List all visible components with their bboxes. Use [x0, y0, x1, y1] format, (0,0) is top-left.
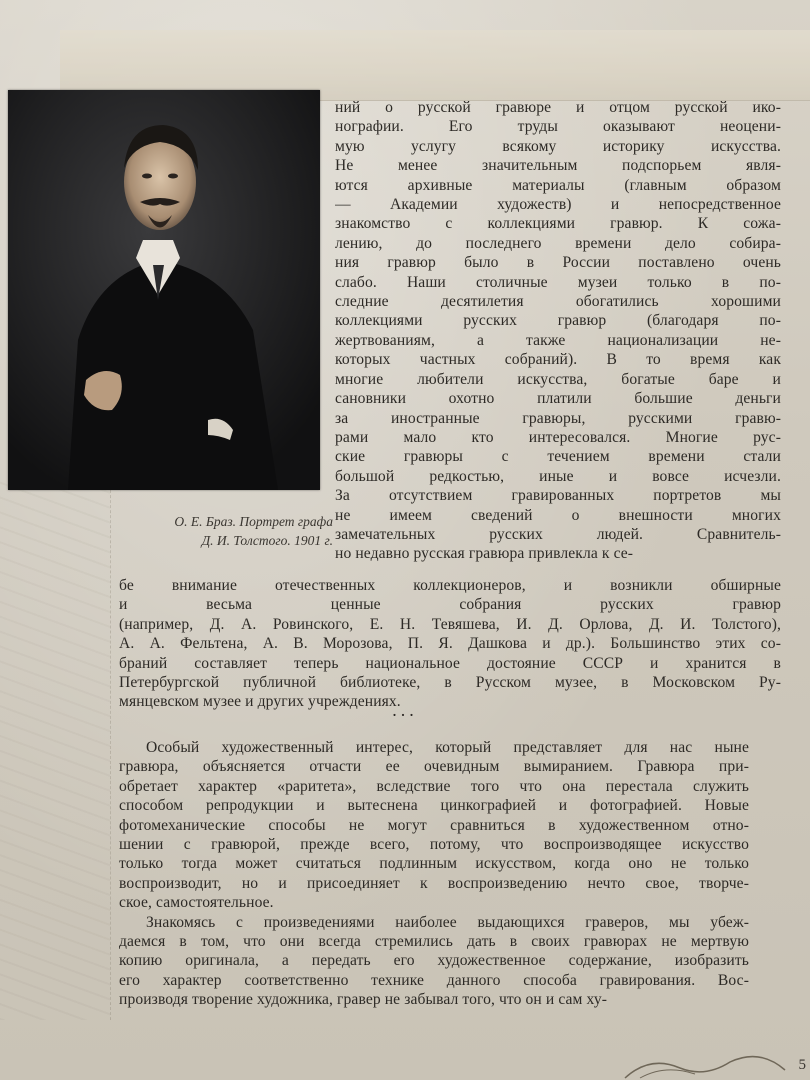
caption-line-2: Д. И. Толстого. 1901 г. [201, 533, 333, 548]
text-line: гравюра, объясняется отчасти ее очевидным вымиранием. Гравюра при- [119, 758, 749, 776]
text-line: За отсутствием гравированных портретов мы [335, 487, 781, 505]
paragraph-3 [119, 913, 749, 1010]
text-line: но недавно русская гравюра привлекла к се- [335, 545, 634, 563]
page-number: 5 [798, 1057, 806, 1073]
text-line: способом репродукции и вытеснена цинкографией и фотографией. Новые [119, 797, 749, 815]
section-separator: ... [392, 700, 418, 720]
text-line: фотомеханические способы не могут сравниться в художественном отно- [119, 816, 749, 834]
text-line: рами мало кто интересовался. Многие рус- [335, 428, 781, 446]
text-line: ний о русской гравюре и отцом русской ико- [335, 99, 781, 116]
text-line: не имеем сведений о внешности многих [335, 506, 781, 524]
text-line: лению, до последнего времени дело собира- [335, 234, 781, 252]
text-line: многие любители искусства, богатые баре и [335, 370, 781, 388]
text-line: воспроизводит, но и присоединяет к воспроизведению нечто свое, творче- [119, 874, 749, 892]
paragraph-2 [119, 738, 749, 913]
portrait-image [8, 90, 320, 490]
text-line: бе внимание отечественных коллекционеров, и возникли обширные [119, 577, 781, 594]
text-line: мянцевском музее и других учреждениях. [119, 693, 401, 711]
text-line: большой редкостью, иные и вовсе исчезли. [335, 467, 781, 485]
text-line: только тогда может считаться подлинным искусством, когда оно не только [119, 855, 749, 873]
text-line: ские гравюры с течением времени стали [335, 448, 781, 466]
text-line: нографии. Его труды оказывают неоцени- [335, 118, 781, 136]
portrait-caption [118, 512, 333, 550]
text-line: — Академии художеств) и непосредственное [335, 196, 781, 214]
text-line: Не менее значительным подспорьем явля- [335, 157, 781, 175]
text-line: которых частных собраний). В то время как [335, 351, 781, 369]
text-line: производя творение художника, гравер не забывал того, что он и сам ху- [119, 991, 608, 1009]
left-margin-ornament [0, 480, 111, 1020]
bottom-ornament [620, 1050, 790, 1080]
text-line: Знакомясь с произведениями наиболее выдающихся граверов, мы убеж- [146, 913, 749, 931]
caption-line-1: О. Е. Браз. Портрет графа [174, 514, 333, 529]
paragraph-block [119, 738, 749, 1010]
text-line: А. А. Фельтена, А. В. Морозова, П. Я. Дашкова и др.). Большинство этих со- [119, 635, 781, 653]
text-line: следние десятилетия обогатились хорошими [335, 293, 781, 311]
text-line: Особый художественный интерес, который представляет для нас ныне [146, 739, 749, 756]
text-line: замечательных русских людей. Сравнитель- [335, 525, 781, 543]
text-line: ния гравюр было в России поставлено очень [335, 254, 781, 272]
portrait-illustration [8, 90, 320, 490]
text-line: сановники охотно платили большие деньги [335, 390, 781, 408]
right-column-text [335, 98, 781, 564]
text-line: обретает характер «раритета», вследствие того что она перестала служить [119, 777, 749, 795]
text-line: Петербургской публичной библиотеке, в Русском музее, в Московском Ру- [119, 674, 781, 692]
text-line: копию оригинала, а передать его художественное содержание, изобразить [119, 952, 749, 970]
text-line: шении с гравюрой, прежде всего, потому, что воспроизводящее искусство [119, 836, 749, 854]
text-line: и весьма ценные собрания русских гравюр [119, 596, 781, 614]
text-line: мую услугу всякому историку искусства. [335, 137, 781, 155]
text-line: знакомство с коллекциями гравюр. К сожа- [335, 215, 781, 233]
text-line: (например, Д. А. Ровинского, Е. Н. Тевяшева, И. Д. Орлова, Д. И. Толстого), [119, 615, 781, 633]
text-line: слабо. Наши столичные музеи только в по- [335, 273, 781, 291]
text-line: коллекциями русских гравюр (благодаря по- [335, 312, 781, 330]
text-line: ются архивные материалы (главным образом [335, 176, 781, 194]
text-line: даемся в том, что они всегда стремились дать в своих гравюрах не мертвую [119, 933, 749, 951]
full-width-text [119, 576, 781, 712]
text-line: за иностранные гравюры, русскими гравю- [335, 409, 781, 427]
text-line: ское, самостоятельное. [119, 894, 274, 912]
text-line: жертвованиям, а также национализации не- [335, 331, 781, 349]
text-line: браний составляет теперь национальное достояние СССР и хранится в [119, 654, 781, 672]
text-line: его характер соответственно технике данного способа гравирования. Вос- [119, 971, 749, 989]
